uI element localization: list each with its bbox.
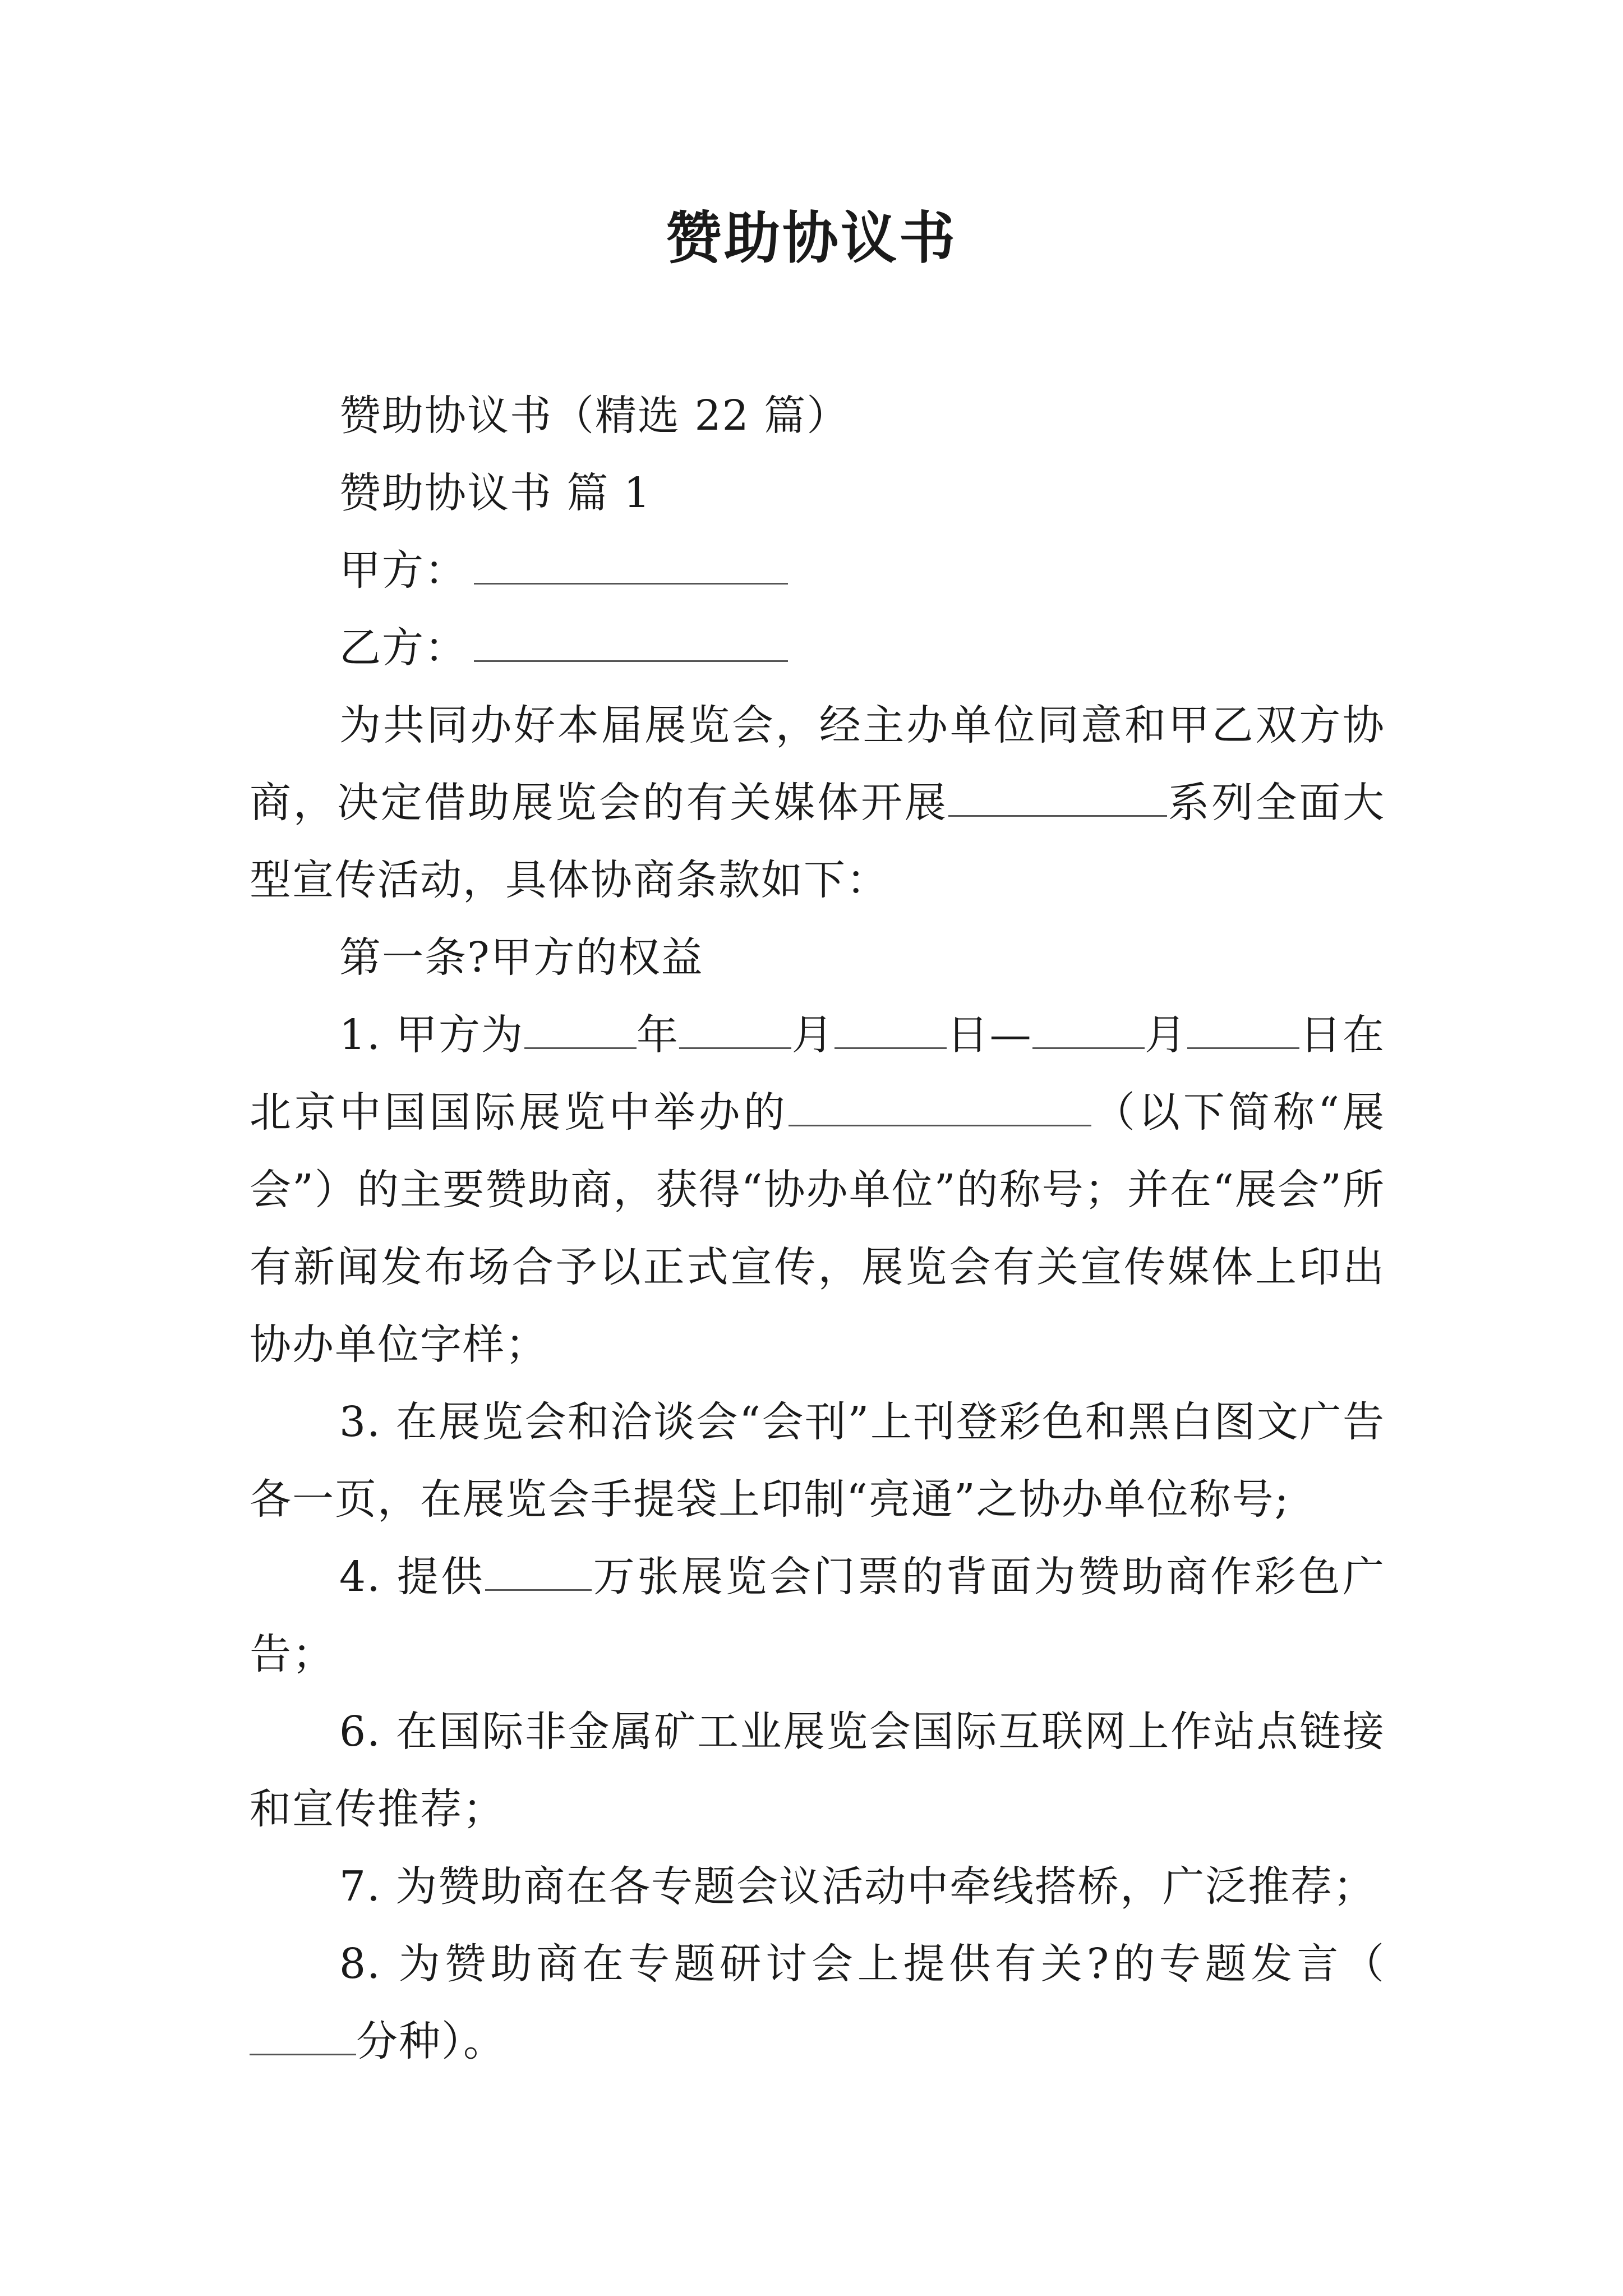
party-a-line (250, 532, 1385, 609)
item-3-paragraph (250, 1383, 1385, 1538)
month-blank (679, 1010, 791, 1049)
item-3-text: 3. 在展览会和洽谈会“会刊”上刊登彩色和黑白图文广告各一页，在展览会手提袋上印制“亮通”之协办单位称号; (250, 1398, 1385, 1524)
item-1-year: 年 (636, 1011, 680, 1059)
item-4-text-a: 4. 提供 (339, 1553, 485, 1601)
subtitle-paragraph (250, 377, 1385, 454)
item-1-month-2: 月 (1144, 1011, 1188, 1059)
chapter-text: 赞助协议书 篇 1 (339, 469, 652, 517)
ticket-count-blank (485, 1552, 592, 1591)
intro-paragraph (250, 687, 1385, 919)
expo-name-blank (789, 1087, 1091, 1126)
item-1-text-a: 1. 甲方为 (339, 1011, 524, 1059)
party-a-label: 甲方： (339, 546, 467, 595)
subtitle-text: 赞助协议书（精选 22 篇） (339, 392, 850, 440)
year-blank (524, 1010, 637, 1049)
day-2-blank (1187, 1010, 1299, 1049)
document-title: 赞助协议书 (666, 205, 957, 271)
party-b-line (250, 609, 1385, 687)
item-1-paragraph (250, 996, 1385, 1383)
item-8-text-a: 8. 为赞助商在专题研讨会上提供有关?的专题发言（ (339, 1940, 1385, 1988)
item-8-paragraph (250, 1925, 1385, 2080)
party-b-label: 乙方： (339, 624, 467, 672)
intro-text-2: 系列全面大型宣传活动，具体协商条款如下： (250, 779, 1386, 904)
item-7-text: 7. 为赞助商在各专题会议活动中牵线搭桥，广泛推荐； (339, 1862, 1376, 1911)
item-4-text-b: 万张展览会门票的背面为赞助商作彩色广告； (250, 1553, 1385, 1678)
article-1-heading (250, 919, 1385, 996)
item-1-text-c: （以下简称“展会”）的主要赞助商，获得“协办单位”的称号；并在“展会”所有新闻发布场合予以正式宣传，展览会有关宣传媒体上印出协办单位字样； (250, 1088, 1385, 1369)
item-8-text-b: 分种）。 (356, 2017, 506, 2065)
item-1-month: 月 (791, 1011, 834, 1059)
item-7-paragraph (250, 1848, 1385, 1925)
series-blank (948, 777, 1167, 817)
chapter-heading (250, 454, 1385, 532)
item-1-text-b: 日在北京中国国际展览中举办的 (250, 1011, 1386, 1137)
day-blank (834, 1010, 947, 1049)
intro-text-1: 为共同办好本届展览会，经主办单位同意和甲乙双方协商，决定借助展览会的有关媒体开展 (250, 701, 1385, 827)
item-6-text: 6. 在国际非金属矿工业展览会国际互联网上作站点链接和宣传推荐； (250, 1708, 1385, 1833)
article-1-text: 第一条?甲方的权益 (339, 933, 704, 982)
item-6-paragraph (250, 1693, 1385, 1848)
minutes-blank (250, 2016, 356, 2055)
item-1-day-dash: 日— (946, 1011, 1032, 1059)
party-b-blank (474, 623, 788, 662)
document-body (250, 377, 1385, 2080)
party-a-blank (474, 545, 788, 585)
item-4-paragraph (250, 1538, 1385, 1693)
month-2-blank (1032, 1010, 1145, 1049)
